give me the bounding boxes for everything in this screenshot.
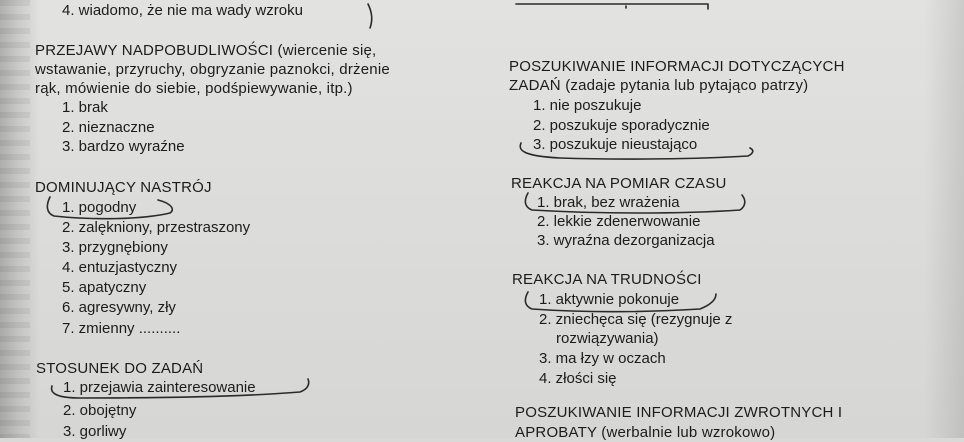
- difficulty-reaction-option: 4. złości się: [539, 370, 617, 387]
- task-attitude-heading: STOSUNEK DO ZADAŃ: [36, 360, 204, 377]
- info-seeking-option: 1. nie poszukuje: [533, 97, 642, 114]
- feedback-seeking-heading-line2: APROBATY (werbalnie lub wzrokowo): [515, 424, 776, 441]
- info-seeking-option: 3. poszukuje nieustająco: [533, 136, 698, 153]
- hyperactivity-option: 2. nieznaczne: [62, 119, 155, 136]
- task-attitude-option: 1. przejawia zainteresowanie: [63, 379, 256, 396]
- info-seeking-heading-line1: POSZUKIWANIE INFORMACJI DOTYCZĄCYCH: [509, 58, 845, 75]
- difficulty-reaction-option: 1. aktywnie pokonuje: [539, 291, 680, 308]
- time-reaction-option: 3. wyraźna dezorganizacja: [537, 232, 715, 249]
- mood-option: 3. przygnębiony: [62, 239, 168, 256]
- info-seeking-option: 2. poszukuje sporadycznie: [533, 117, 710, 134]
- top-item: 4. wiadomo, że nie ma wady wzroku: [62, 2, 303, 19]
- hyperactivity-option: 1. brak: [62, 99, 108, 116]
- difficulty-reaction-option: 3. ma łzy w oczach: [539, 350, 666, 367]
- hyperactivity-heading-line2: wstawanie, przyruchy, obgryzanie paznokci, drżenie: [35, 61, 390, 78]
- mood-option: 6. agresywny, zły: [62, 299, 176, 316]
- binding-shadow: [0, 0, 30, 438]
- info-seeking-heading-line2: ZADAŃ (zadaje pytania lub pytająco patrzy): [509, 77, 809, 94]
- feedback-seeking-heading-line1: POSZUKIWANIE INFORMACJI ZWROTNYCH I: [515, 404, 843, 421]
- pen-box-top-right: [516, 4, 708, 9]
- time-reaction-option: 1. brak, bez wrażenia: [537, 194, 680, 211]
- mood-heading: DOMINUJĄCY NASTRÓJ: [35, 179, 212, 196]
- page-edge-shadow: [924, 0, 964, 438]
- task-attitude-option: 3. gorliwy: [63, 423, 127, 440]
- mood-option: 1. pogodny: [62, 199, 137, 216]
- time-reaction-heading: REAKCJA NA POMIAR CZASU: [511, 175, 727, 192]
- hyperactivity-option: 3. bardzo wyraźne: [62, 138, 185, 155]
- difficulty-reaction-option: 2. zniechęca się (rezygnuje z: [539, 311, 733, 328]
- hyperactivity-heading-line3: rąk, mówienie do siebie, podśpiewywanie, itp.): [35, 80, 353, 97]
- difficulty-reaction-heading: REAKCJA NA TRUDNOŚCI: [512, 271, 702, 288]
- time-reaction-option: 2. lekkie zdenerwowanie: [537, 213, 701, 230]
- mood-option: 5. apatyczny: [62, 279, 147, 296]
- task-attitude-option: 2. obojętny: [63, 402, 137, 419]
- hyperactivity-heading-line1: PRZEJAWY NADPOBUDLIWOŚCI (wiercenie się,: [35, 42, 377, 59]
- mood-option: 2. zalękniony, przestraszony: [62, 219, 251, 236]
- mood-option: 4. entuzjastyczny: [62, 259, 178, 276]
- pen-bracket-top-left: [368, 4, 372, 28]
- difficulty-reaction-option-continuation: rozwiązywania): [556, 330, 659, 347]
- mood-option: 7. zmienny ..........: [62, 320, 181, 337]
